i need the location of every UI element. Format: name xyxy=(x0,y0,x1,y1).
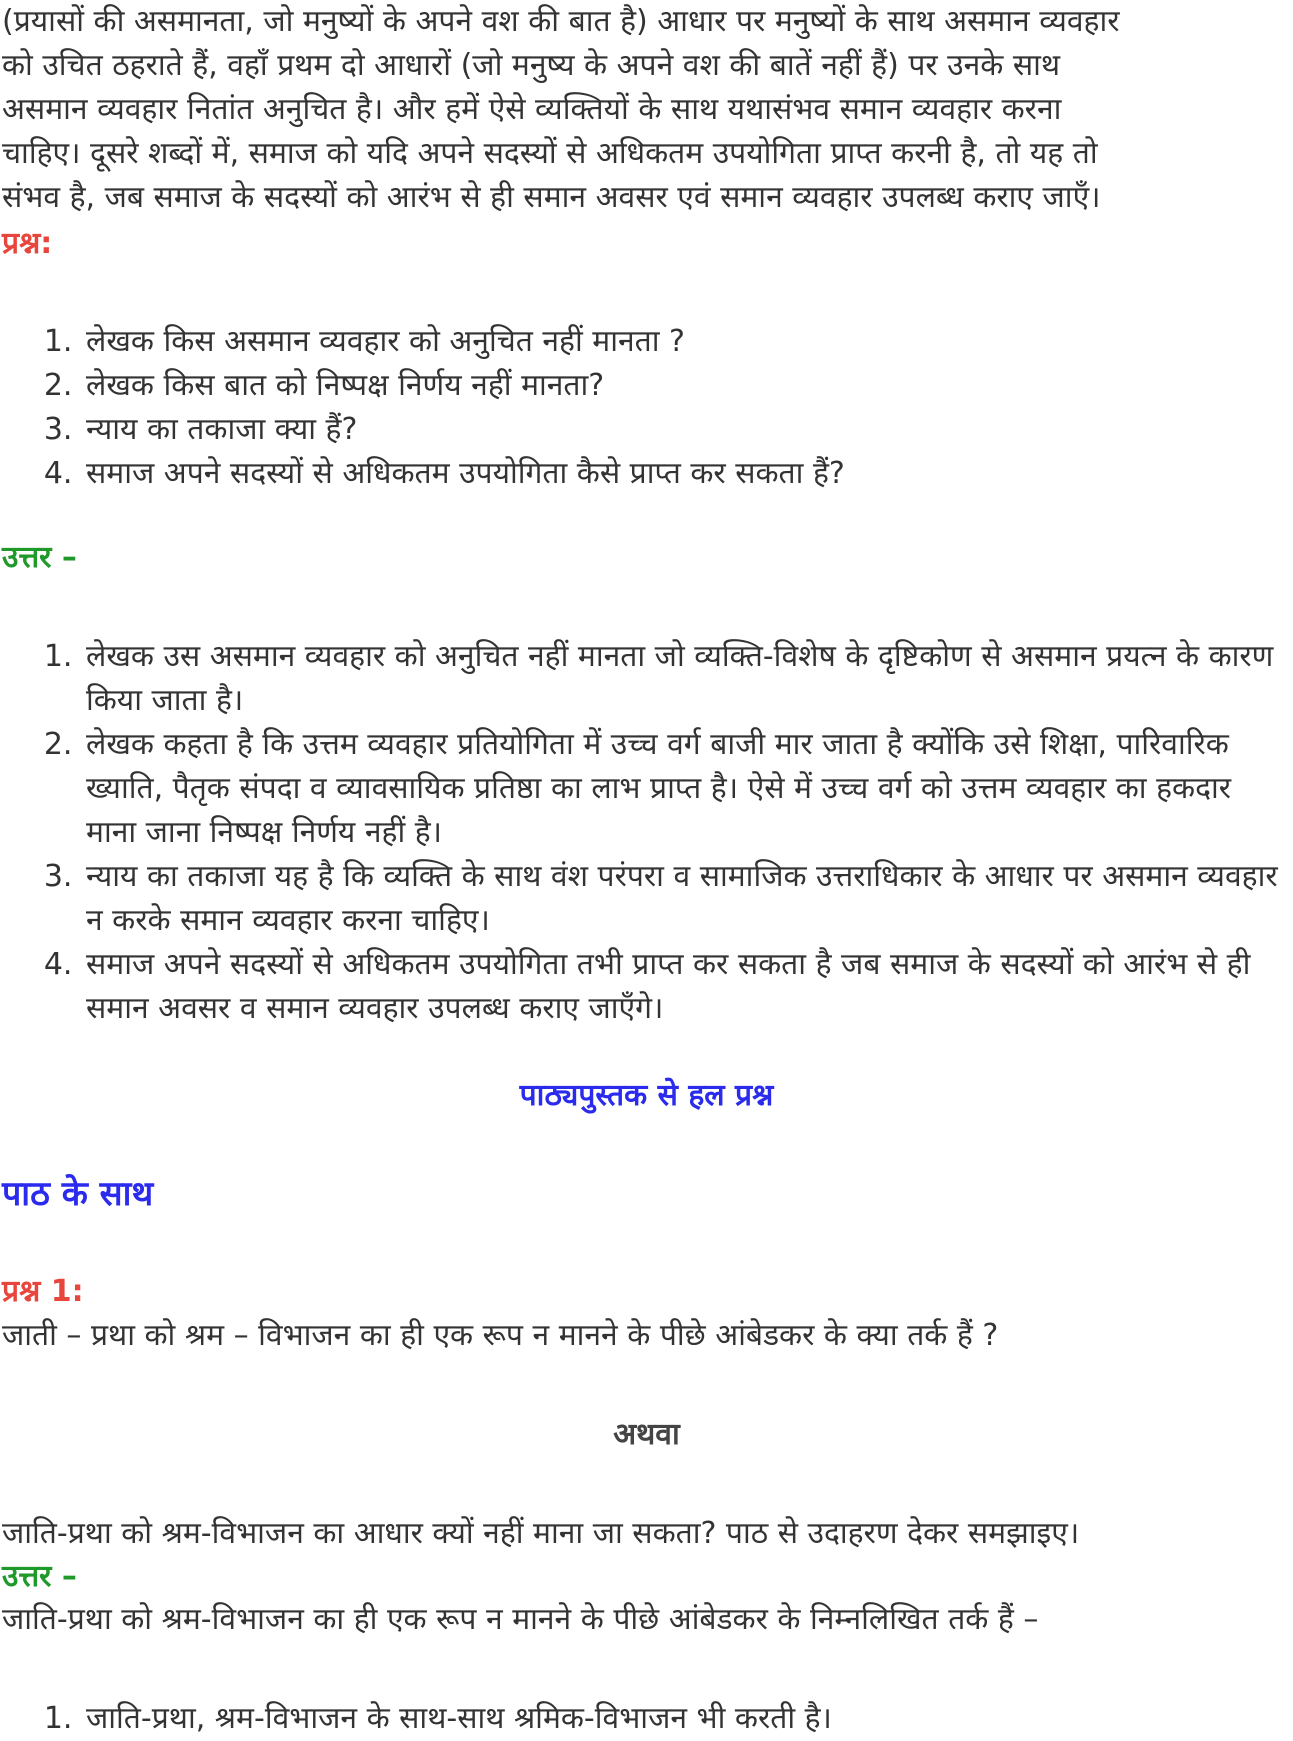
answers-list xyxy=(0,635,1283,1031)
section-heading: पाठ्यपुस्तक से हल प्रश्न xyxy=(519,1078,774,1113)
answer-item: 3. न्याय का तकाजा यह है कि व्यक्ति के साथ वंश परंपरा व सामाजिक उत्तराधिकार के आधार पर असमान व्यवहार न करके समान व्यवहार करना चाहिए। xyxy=(82,855,1283,943)
or-label: अथवा xyxy=(613,1417,680,1452)
question-item: 4. समाज अपने सदस्यों से अधिकतम उपयोगिता कैसे प्राप्त कर सकता हैं? xyxy=(82,452,1289,496)
answer-label: उत्तर – xyxy=(2,540,77,575)
q1-answer-points xyxy=(0,1697,1289,1741)
answer-item: 4. समाज अपने सदस्यों से अधिकतम उपयोगिता तभी प्राप्त कर सकता है जब समाज के सदस्यों को आरंभ से ही समान अवसर व समान व्यवहार उपलब्ध कराए जाएँगे। xyxy=(82,943,1283,1031)
intro-line: असमान व्यवहार नितांत अनुचित है। और हमें ऐसे व्यक्तियों के साथ यथासंभव समान व्यवहार करना xyxy=(2,92,1062,127)
questions-list xyxy=(0,320,1289,496)
question-label: प्रश्न: xyxy=(2,226,53,261)
intro-line: चाहिए। दूसरे शब्दों में, समाज को यदि अपने सदस्यों से अधिकतम उपयोगिता प्राप्त करनी है, तो यह तो xyxy=(2,136,1098,171)
intro-line: संभव है, जब समाज के सदस्यों को आरंभ से ही समान अवसर एवं समान व्यवहार उपलब्ध कराए जाएँ। xyxy=(2,180,1101,215)
question-item: 2. लेखक किस बात को निष्पक्ष निर्णय नहीं मानता? xyxy=(82,364,1289,408)
question-item: 1. लेखक किस असमान व्यवहार को अनुचित नहीं मानता ? xyxy=(82,320,1289,364)
intro-paragraph xyxy=(2,0,1289,220)
subsection-heading: पाठ के साथ xyxy=(2,1174,154,1214)
question-item: 3. न्याय का तकाजा क्या हैं? xyxy=(82,408,1289,452)
q1-answer-label: उत्तर – xyxy=(2,1559,77,1594)
intro-line: (प्रयासों की असमानता, जो मनुष्यों के अपने वश की बात है) आधार पर मनुष्यों के साथ असमान व्यवहार xyxy=(2,4,1120,39)
answer-item: 1. लेखक उस असमान व्यवहार को अनुचित नहीं मानता जो व्यक्ति-विशेष के दृष्टिकोण से असमान प्रयत्न के कारण किया जाता है। xyxy=(82,635,1283,723)
answer-item: 2. लेखक कहता है कि उत्तम व्यवहार प्रतियोगिता में उच्च वर्ग बाजी मार जाता है क्योंकि उसे शिक्षा, पारिवारिक ख्याति, पैतृक संपदा व व्यावसायिक प्रतिष्ठा का लाभ प्राप्त है। ऐसे में उच्च वर्ग को उत्तम व्यवहार का हकदार माना जाना निष्पक्ष निर्णय नहीं है। xyxy=(82,723,1283,855)
intro-line: को उचित ठहराते हैं, वहाँ प्रथम दो आधारों (जो मनुष्य के अपने वश की बातें नहीं हैं) पर उनके साथ xyxy=(2,48,1061,83)
q1-text: जाती – प्रथा को श्रम – विभाजन का ही एक रूप न मानने के पीछे आंबेडकर के क्या तर्क हैं ? xyxy=(2,1318,999,1353)
q1-answer-intro: जाति-प्रथा को श्रम-विभाजन का ही एक रूप न मानने के पीछे आंबेडकर के निम्नलिखित तर्क हैं – xyxy=(2,1602,1039,1637)
answer-point: 1. जाति-प्रथा, श्रम-विभाजन के साथ-साथ श्रमिक-विभाजन भी करती है। xyxy=(82,1697,1289,1741)
q1-alt-text: जाति-प्रथा को श्रम-विभाजन का आधार क्यों नहीं माना जा सकता? पाठ से उदाहरण देकर समझाइए। xyxy=(2,1516,1080,1551)
q1-label: प्रश्न 1: xyxy=(2,1274,84,1309)
